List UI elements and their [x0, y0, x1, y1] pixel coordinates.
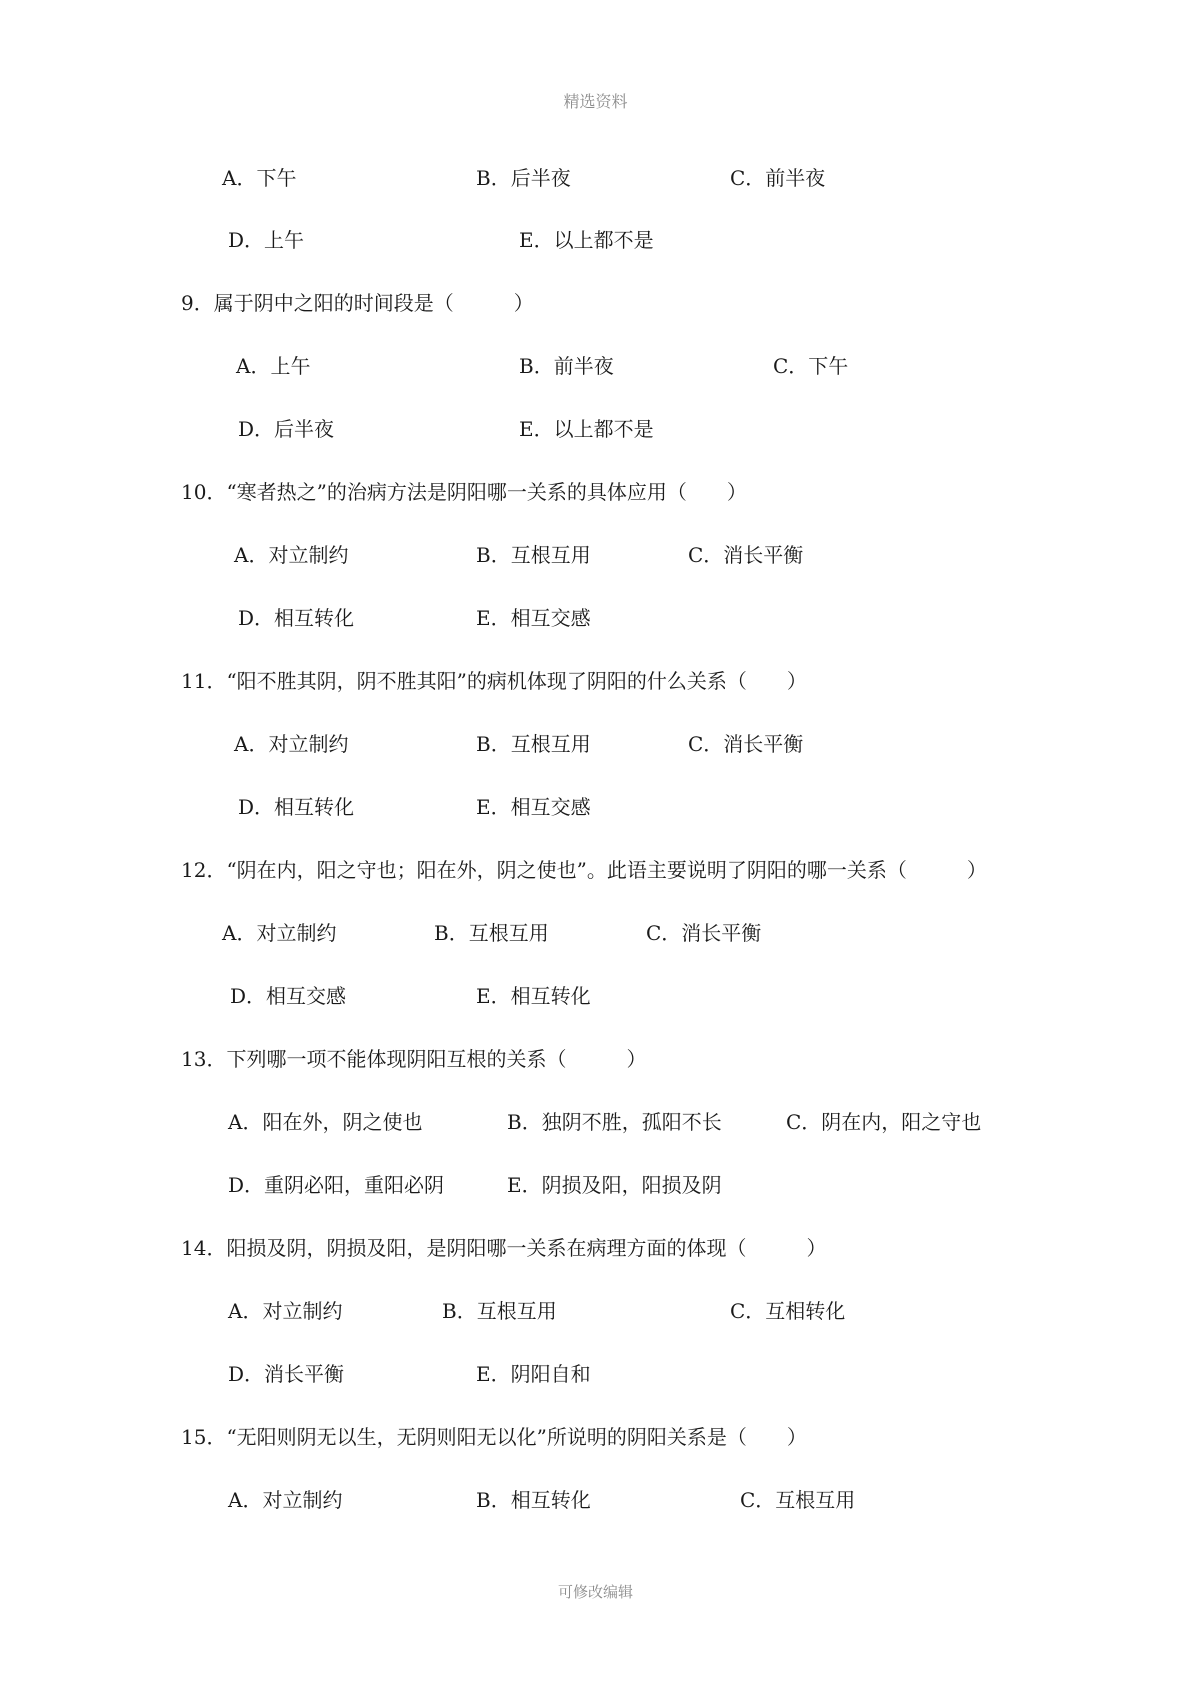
q12-stem: 12．“阴在内，阳之守也；阳在外，阴之使也”。此语主要说明了阴阳的哪一关系（ ） [181, 858, 987, 882]
q11-option-e: E．相互交感 [476, 795, 591, 819]
q8-option-a: A．下午 [222, 166, 297, 190]
q13-option-b: B．独阴不胜，孤阳不长 [507, 1110, 722, 1134]
q9-option-e: E．以上都不是 [519, 417, 654, 441]
q14-option-a: A．对立制约 [228, 1299, 343, 1323]
q11-option-c: C．消长平衡 [688, 732, 804, 756]
q8-option-c: C．前半夜 [730, 166, 826, 190]
q8-option-e: E．以上都不是 [519, 228, 654, 252]
q14-option-d: D．消长平衡 [228, 1362, 345, 1386]
q9-option-b: B．前半夜 [519, 354, 614, 378]
q11-option-a: A．对立制约 [234, 732, 349, 756]
q11-option-b: B．互根互用 [476, 732, 591, 756]
q14-option-e: E．阴阳自和 [476, 1362, 591, 1386]
q11-option-d: D．相互转化 [238, 795, 355, 819]
q14-stem: 14．阳损及阴，阴损及阳，是阴阳哪一关系在病理方面的体现（ ） [181, 1236, 827, 1260]
q8-option-d: D．上午 [228, 228, 305, 252]
q9-stem: 9．属于阴中之阳的时间段是（ ） [181, 291, 534, 315]
q14-option-b: B．互根互用 [442, 1299, 557, 1323]
q10-option-e: E．相互交感 [476, 606, 591, 630]
q15-option-b: B．相互转化 [476, 1488, 591, 1512]
page-header: 精选资料 [563, 92, 628, 111]
q10-option-c: C．消长平衡 [688, 543, 804, 567]
q9-option-a: A．上午 [236, 354, 311, 378]
q12-option-a: A．对立制约 [222, 921, 337, 945]
q13-option-d: D．重阴必阳，重阳必阴 [228, 1173, 445, 1197]
q14-option-c: C．互相转化 [730, 1299, 846, 1323]
q9-option-d: D．后半夜 [238, 417, 335, 441]
q9-option-c: C．下午 [773, 354, 849, 378]
q13-option-c: C．阴在内，阳之守也 [786, 1110, 982, 1134]
q15-option-a: A．对立制约 [228, 1488, 343, 1512]
q12-option-c: C．消长平衡 [646, 921, 762, 945]
q15-stem: 15．“无阳则阴无以生，无阴则阳无以化”所说明的阴阳关系是（ ） [181, 1425, 807, 1449]
q10-option-a: A．对立制约 [234, 543, 349, 567]
q13-option-e: E．阴损及阳，阳损及阴 [507, 1173, 722, 1197]
q10-stem: 10．“寒者热之”的治病方法是阴阳哪一关系的具体应用（ ） [181, 480, 747, 504]
q13-option-a: A．阳在外，阴之使也 [228, 1110, 423, 1134]
q12-option-e: E．相互转化 [476, 984, 591, 1008]
q13-stem: 13．下列哪一项不能体现阴阳互根的关系（ ） [181, 1047, 647, 1071]
q8-option-b: B．后半夜 [476, 166, 571, 190]
q12-option-d: D．相互交感 [230, 984, 347, 1008]
q10-option-b: B．互根互用 [476, 543, 591, 567]
q11-stem: 11．“阳不胜其阴，阴不胜其阳”的病机体现了阴阳的什么关系（ ） [181, 669, 807, 693]
q12-option-b: B．互根互用 [434, 921, 549, 945]
q15-option-c: C．互根互用 [740, 1488, 856, 1512]
q10-option-d: D．相互转化 [238, 606, 355, 630]
page-footer: 可修改编辑 [557, 1583, 633, 1601]
